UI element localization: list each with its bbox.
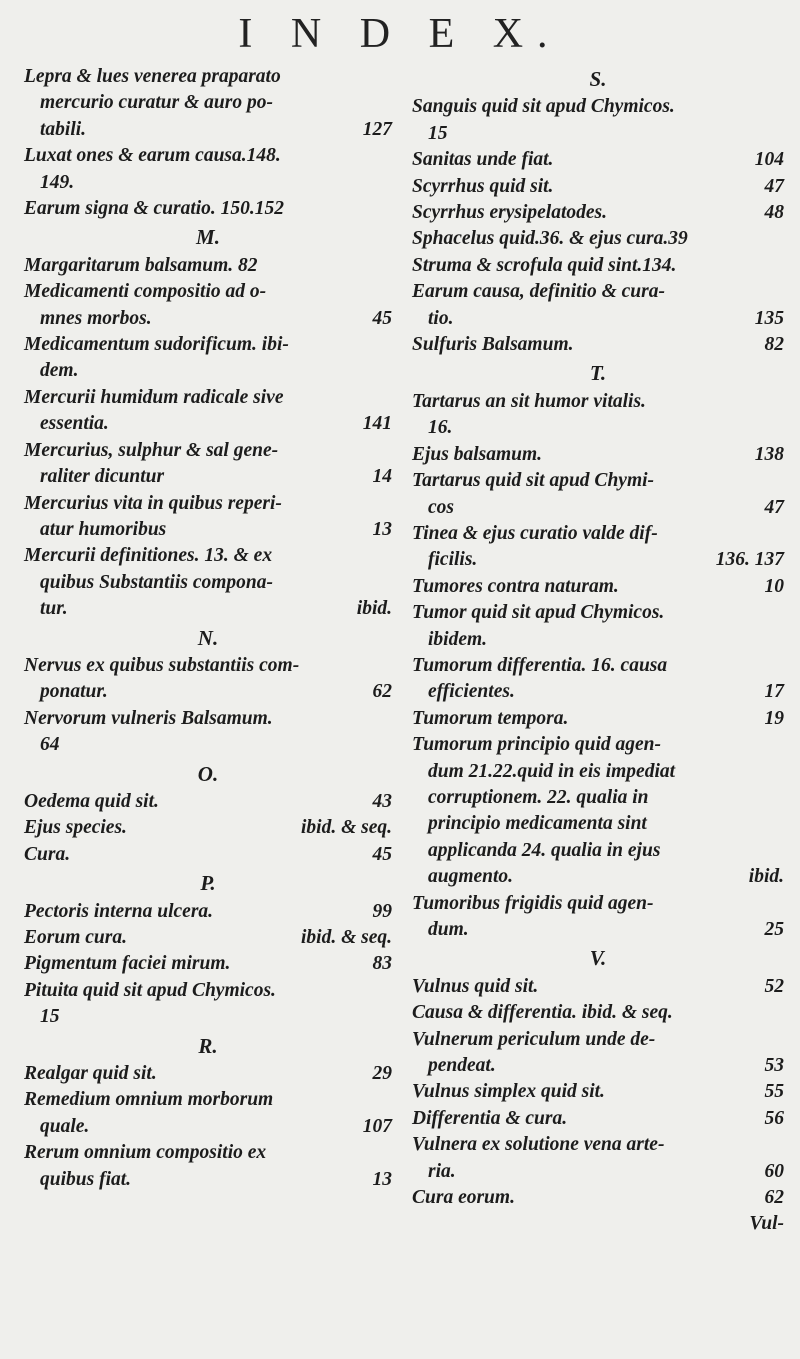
entry-text: Earum causa, definitio & cura- (412, 281, 665, 303)
page-reference: 104 (754, 149, 784, 171)
index-entry (412, 226, 784, 252)
index-entry (24, 1140, 392, 1166)
entry-text: 15 (40, 1006, 60, 1028)
index-entry (24, 951, 392, 977)
index-entry (24, 332, 392, 358)
entry-text: Vulnera ex solutione vena arte- (412, 1134, 665, 1156)
entry-text: Differentia & cura. (412, 1107, 568, 1129)
entry-text: Sphacelus quid.36. & ejus cura.39 (412, 228, 688, 250)
entry-text: Tartarus quid sit apud Chymi- (412, 470, 655, 492)
entry-text: 16. (428, 417, 453, 439)
index-entry (412, 174, 784, 200)
entry-text: mercurio curatur & auro po- (40, 92, 273, 114)
index-entry (412, 1027, 784, 1053)
index-entry-continuation (412, 547, 784, 573)
index-entry (412, 600, 784, 626)
entry-text: cos (428, 496, 454, 518)
index-entry (412, 1132, 784, 1158)
page-reference: 56 (764, 1107, 784, 1129)
page-reference: 29 (372, 1063, 392, 1085)
entry-text: Tumores contra naturam. (412, 575, 619, 597)
section-letter: T. (589, 361, 607, 386)
entry-text: Rerum omnium compositio ex (24, 1142, 267, 1164)
section-letter: N. (197, 625, 219, 650)
section-letter: M. (196, 225, 220, 250)
page-reference: 17 (764, 681, 784, 703)
index-entry-continuation (412, 917, 784, 943)
index-entry (24, 143, 392, 169)
index-entry (412, 521, 784, 547)
page-reference: 62 (764, 1187, 784, 1209)
entry-text: Margaritarum balsamum. 82 (24, 254, 258, 276)
index-column-right (412, 64, 784, 1238)
entry-text: Eorum cura. (24, 927, 127, 948)
index-entry (24, 385, 392, 411)
entry-text: tio. (428, 307, 454, 329)
entry-text: ficilis. (428, 549, 478, 571)
index-entry (24, 842, 392, 868)
index-entry-continuation (412, 679, 784, 705)
entry-text: tabili. (40, 118, 87, 140)
entry-text: dem. (40, 360, 79, 382)
index-entry (24, 253, 392, 279)
page-reference: 53 (764, 1055, 784, 1077)
index-entry (24, 899, 392, 925)
page-reference: 45 (372, 843, 392, 865)
index-column-left (24, 64, 392, 1193)
page-reference: ibid. (356, 598, 392, 620)
index-entry-continuation (24, 1004, 392, 1030)
index-entry (24, 196, 392, 222)
entry-text: applicanda 24. qualia in ejus (428, 839, 661, 861)
entry-text: ibidem. (428, 628, 488, 650)
entry-text: Tinea & ejus curatio valde dif- (412, 522, 658, 544)
index-entry (412, 1000, 784, 1026)
entry-text: Realgar quid sit. (24, 1063, 157, 1085)
entry-text: 15 (428, 122, 448, 144)
page-reference: 48 (764, 202, 784, 224)
entry-text: raliter dicuntur (40, 466, 165, 488)
index-entry-continuation (412, 121, 784, 147)
entry-text: Oedema quid sit. (24, 790, 159, 812)
index-entry-continuation (412, 811, 784, 837)
entry-text: Medicamentum sudorificum. ibi- (24, 334, 289, 356)
index-entry (24, 64, 392, 90)
index-entry-continuation (412, 864, 784, 890)
entry-text: 149. (40, 171, 75, 193)
page-reference: 43 (372, 790, 392, 812)
entry-text: Scyrrhus erysipelatodes. (412, 202, 607, 224)
entry-text: augmento. (428, 866, 514, 888)
entry-text: Tumorum tempora. (412, 707, 569, 729)
page-reference: 19 (764, 707, 784, 729)
entry-text: Vulnerum periculum unde de- (412, 1028, 656, 1050)
page-reference: 136. 137 (715, 549, 784, 571)
index-entry (412, 147, 784, 173)
index-entry (24, 925, 392, 951)
page-reference: 62 (372, 681, 392, 703)
index-entry-continuation (24, 1167, 392, 1193)
entry-text: ponatur. (40, 681, 108, 703)
entry-text: 64 (40, 734, 60, 756)
entry-text: quibus Substantiis compona- (40, 571, 273, 593)
entry-text: Scyrrhus quid sit. (412, 175, 554, 197)
index-entry (412, 200, 784, 226)
entry-text: Tumoribus frigidis quid agen- (412, 892, 654, 914)
index-entry (412, 442, 784, 468)
entry-text: efficientes. (428, 681, 515, 703)
entry-text: quale. (40, 1115, 90, 1137)
index-entry-continuation (24, 90, 392, 116)
page-reference: 127 (362, 118, 392, 140)
section-letter: O. (197, 761, 219, 786)
page-title: I N D E X. (238, 11, 562, 57)
index-entry (24, 653, 392, 679)
index-entry (412, 253, 784, 279)
page-reference: 99 (372, 900, 392, 922)
entry-text: Tumorum principio quid agen- (412, 734, 662, 756)
entry-text: Ejus species. (24, 817, 127, 839)
page-reference: 13 (372, 1168, 392, 1190)
entry-text: Mercurius, sulphur & sal gene- (24, 439, 279, 461)
page-reference: ibid. (748, 866, 784, 888)
entry-text: Struma & scrofula quid sint.134. (412, 254, 677, 276)
page-reference: 10 (764, 575, 784, 597)
entry-text: dum. (428, 919, 469, 940)
page-reference: 135 (754, 307, 784, 329)
index-entry (412, 1185, 784, 1211)
index-entry-continuation (24, 464, 392, 490)
entry-text: Tartarus an sit humor vitalis. (412, 390, 646, 412)
page-reference: 47 (764, 175, 784, 197)
entry-text: tur. (40, 598, 68, 620)
index-entry (412, 974, 784, 1000)
entry-text: ria. (428, 1160, 456, 1182)
index-entry (412, 94, 784, 120)
entry-text: Tumorum differentia. 16. causa (412, 654, 668, 676)
index-entry (412, 574, 784, 600)
entry-text: Pituita quid sit apud Chymicos. (24, 979, 276, 1001)
page-reference: 60 (764, 1160, 784, 1182)
section-letter: P. (200, 871, 216, 896)
page-reference: 13 (372, 518, 392, 540)
index-entry-continuation (24, 306, 392, 332)
index-entry (24, 279, 392, 305)
index-entry-continuation (24, 517, 392, 543)
index-entry-continuation (24, 358, 392, 384)
page-reference: ibid. & seq. (301, 927, 392, 948)
entry-text: Ejus balsamum. (412, 443, 543, 465)
entry-text: quibus fiat. (40, 1168, 132, 1190)
page-reference: 55 (764, 1081, 784, 1103)
index-entry-continuation (24, 596, 392, 622)
page-reference: 25 (764, 919, 784, 940)
index-entry-continuation (24, 117, 392, 143)
page-reference: 82 (764, 334, 784, 356)
section-letter: R. (198, 1033, 218, 1058)
index-entry (24, 438, 392, 464)
entry-text: Medicamenti compositio ad o- (24, 281, 267, 303)
entry-text: Nervus ex quibus substantiis com- (24, 654, 300, 676)
section-letter: S. (589, 67, 607, 91)
page-reference: 83 (372, 953, 392, 975)
index-entry (24, 789, 392, 815)
index-entry-continuation (412, 306, 784, 332)
index-entry-continuation (412, 627, 784, 653)
entry-text: Cura eorum. (412, 1187, 515, 1209)
index-entry-continuation (24, 679, 392, 705)
index-entry (24, 543, 392, 569)
entry-text: Mercurii definitiones. 13. & ex (24, 545, 273, 567)
index-entry-continuation (412, 759, 784, 785)
catchword: Vul- (749, 1213, 784, 1235)
entry-text: Mercurius vita in quibus reperi- (24, 492, 282, 514)
index-entry (412, 891, 784, 917)
index-entry-continuation (412, 415, 784, 441)
index-entry-continuation (412, 838, 784, 864)
entry-text: Earum signa & curatio. 150.152 (24, 198, 285, 220)
entry-text: Vulnus quid sit. (412, 975, 539, 997)
page-reference: 52 (764, 975, 784, 997)
entry-text: atur humoribus (40, 518, 167, 540)
page-reference: 14 (372, 466, 392, 488)
index-entry (412, 1106, 784, 1132)
entry-text: Nervorum vulneris Balsamum. (24, 707, 273, 729)
entry-text: Sanitas unde fiat. (412, 149, 554, 171)
entry-text: essentia. (40, 413, 109, 435)
page-reference: 138 (754, 443, 784, 465)
index-entry (412, 468, 784, 494)
index-entry-continuation (412, 1053, 784, 1079)
index-entry-continuation (24, 1114, 392, 1140)
index-entry (24, 491, 392, 517)
index-entry-continuation (24, 570, 392, 596)
entry-text: Pectoris interna ulcera. (24, 900, 214, 922)
entry-text: Pigmentum faciei mirum. (24, 953, 231, 975)
index-entry-continuation (24, 411, 392, 437)
index-entry (412, 279, 784, 305)
page-reference: 45 (372, 307, 392, 329)
entry-text: Mercurii humidum radicale sive (24, 386, 284, 408)
index-entry (412, 706, 784, 732)
entry-text: principio medicamenta sint (428, 813, 647, 835)
index-entry (412, 732, 784, 758)
index-entry (412, 389, 784, 415)
entry-text: Sulfuris Balsamum. (412, 334, 574, 356)
entry-text: Causa & differentia. ibid. & seq. (412, 1002, 673, 1024)
entry-text: corruptionem. 22. qualia in (428, 786, 649, 808)
section-letter: V. (589, 946, 607, 971)
entry-text: dum 21.22.quid in eis impediat (428, 760, 676, 782)
index-entry (24, 978, 392, 1004)
index-entry-continuation (24, 170, 392, 196)
page-reference: ibid. & seq. (301, 817, 392, 839)
index-entry-continuation (412, 785, 784, 811)
index-entry (24, 706, 392, 732)
entry-text: Remedium omnium morborum (24, 1089, 274, 1111)
entry-text: pendeat. (428, 1055, 496, 1077)
entry-text: Lepra & lues venerea praparato (24, 66, 281, 87)
page-reference: 47 (764, 496, 784, 518)
entry-text: Tumor quid sit apud Chymicos. (412, 602, 665, 624)
index-entry (412, 332, 784, 358)
index-entry (24, 815, 392, 841)
entry-text: mnes morbos. (40, 307, 152, 329)
entry-text: Sanguis quid sit apud Chymicos. (412, 96, 675, 118)
index-entry-continuation (412, 1159, 784, 1185)
entry-text: Luxat ones & earum causa.148. (24, 145, 281, 167)
page-reference: 107 (362, 1115, 392, 1137)
index-entry (412, 1079, 784, 1105)
entry-text: Cura. (24, 843, 71, 865)
entry-text: Vulnus simplex quid sit. (412, 1081, 605, 1103)
index-entry-continuation (24, 732, 392, 758)
index-entry (24, 1087, 392, 1113)
page-reference: 141 (362, 413, 392, 435)
index-entry (24, 1061, 392, 1087)
index-entry-continuation (412, 495, 784, 521)
index-entry (412, 653, 784, 679)
